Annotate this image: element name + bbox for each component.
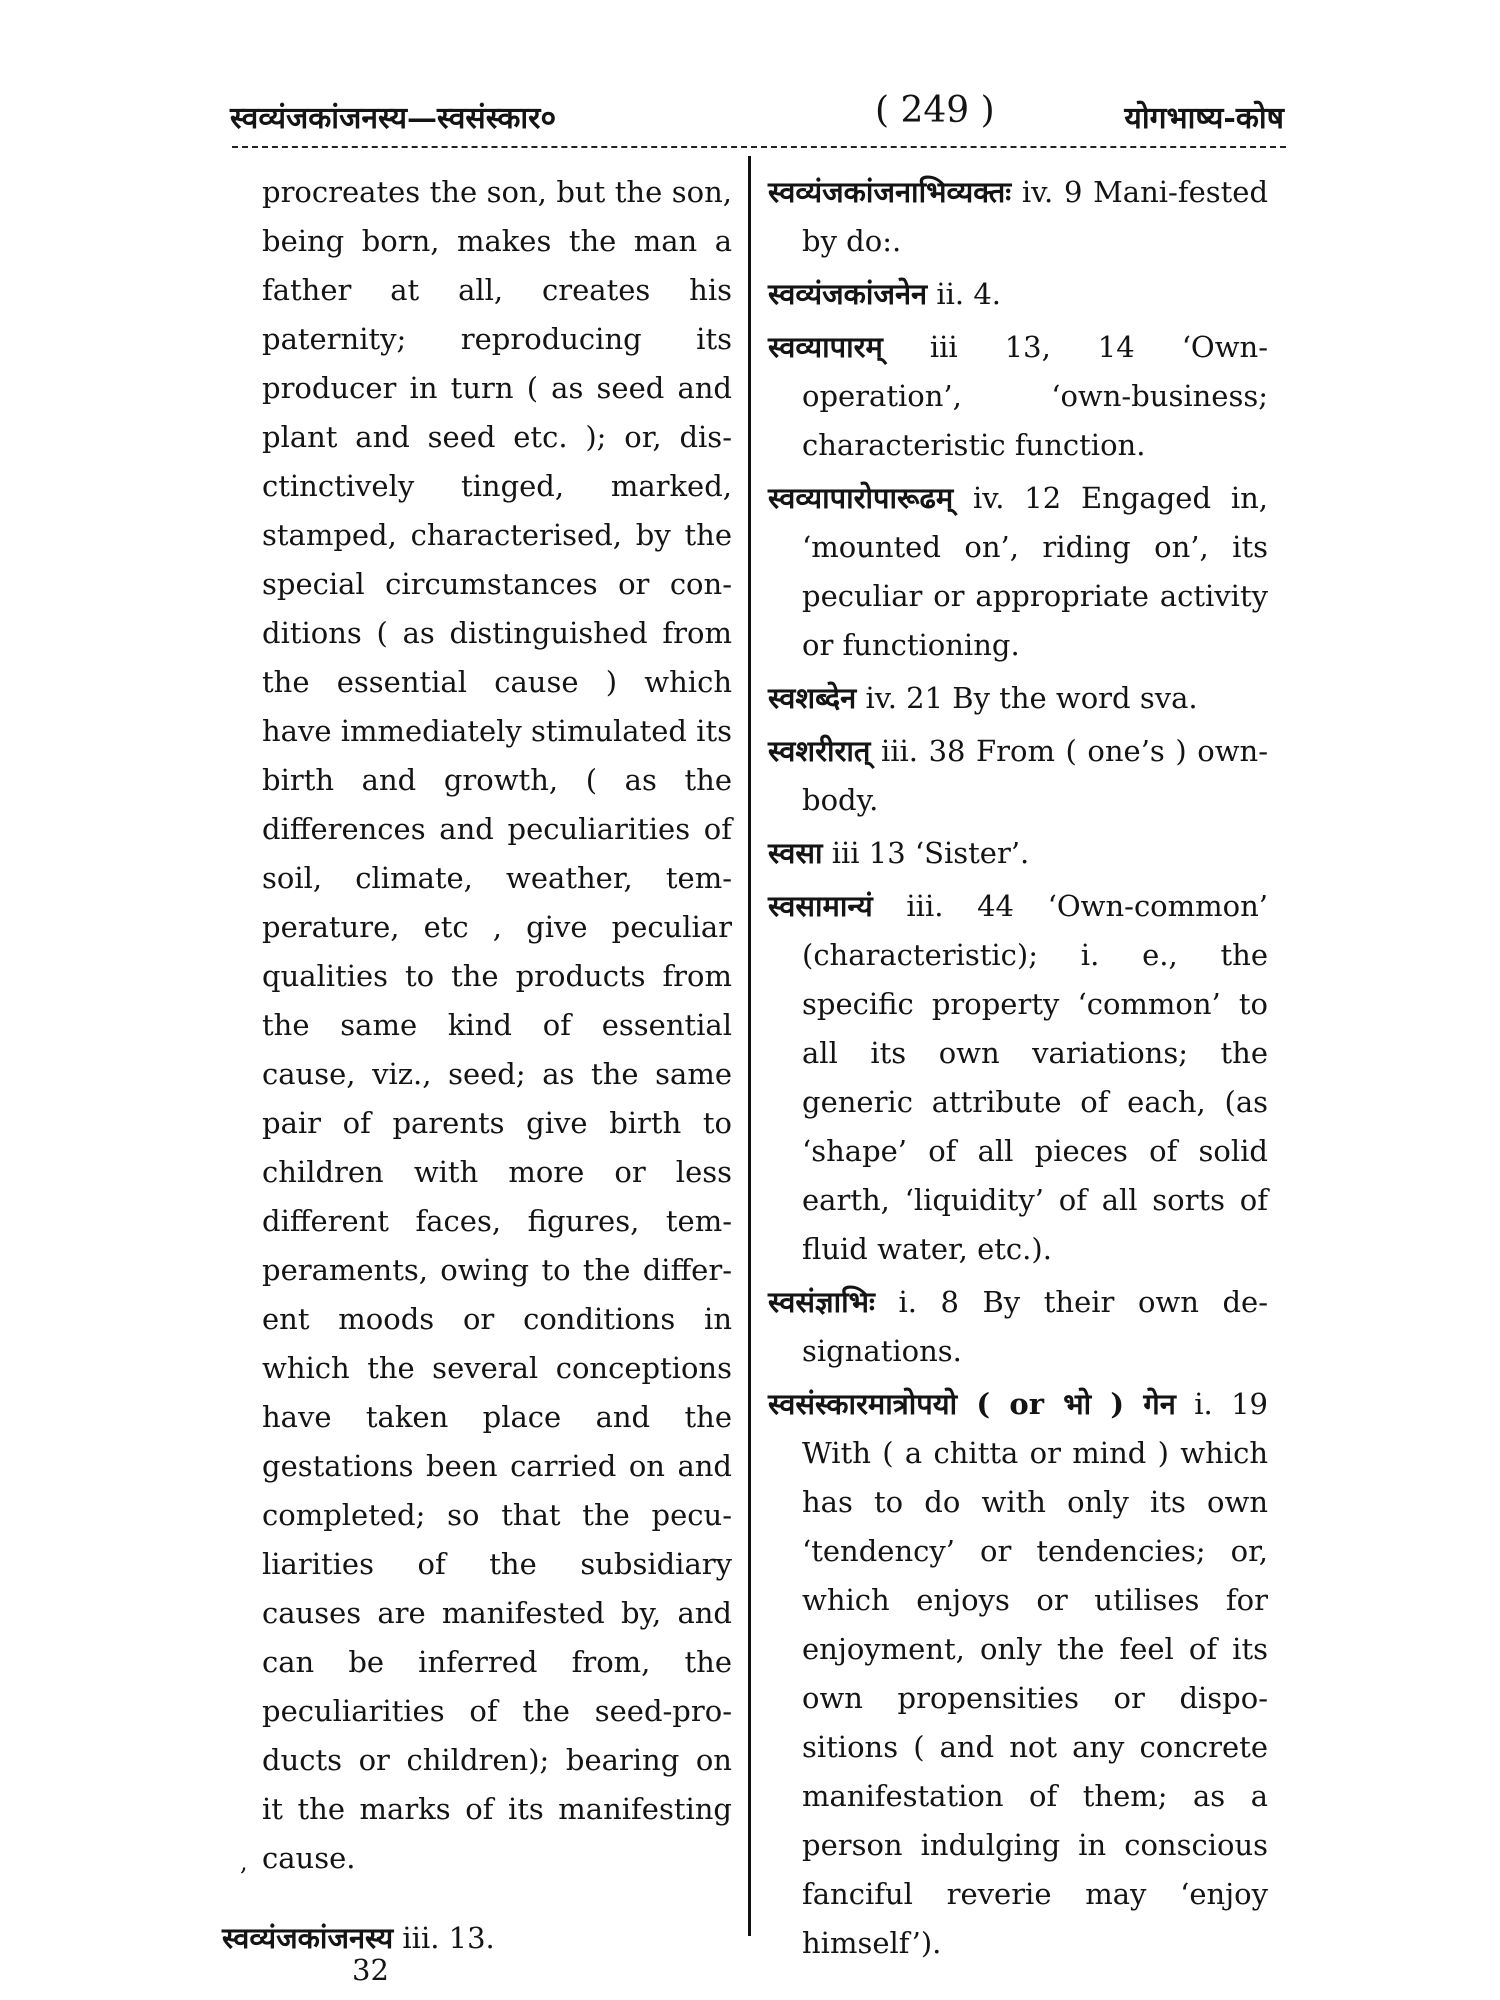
stray-mark: , bbox=[240, 1848, 248, 1876]
dictionary-entry bbox=[768, 270, 1268, 319]
folio-number: 32 bbox=[352, 1953, 389, 1987]
entry-ref: iii. 13. bbox=[402, 1921, 495, 1955]
entry-definition: i. 19 With ( a chitta or mind ) which has to do with only its own ‘tendency’ or tendencies; or, which enjoys or utilises for enjoyment, only the feel of its own propensities or dispo-sitions ( and not any concrete manifestation of them; as a person indulging in conscious fanciful reverie may ‘enjoy himself’). bbox=[802, 1387, 1268, 1960]
entry-headword: स्वशब्देन bbox=[768, 681, 857, 715]
dictionary-entry bbox=[768, 829, 1268, 878]
dictionary-entry bbox=[768, 1278, 1268, 1376]
entry-headword: स्वव्यंजकांजनेन bbox=[768, 277, 928, 311]
column-divider bbox=[748, 156, 751, 1936]
running-head-right: योगभाष्य-कोष bbox=[1124, 101, 1284, 136]
page-number: ( 249 ) bbox=[875, 90, 995, 131]
entry-definition: iii. 38 From ( one’s ) own-body. bbox=[802, 734, 1269, 817]
entry-headword: स्वव्यंजकांजनस्य bbox=[222, 1921, 394, 1955]
entry-headword: स्वव्यापारम् bbox=[768, 330, 883, 364]
entry-definition: iii. 44 ‘Own-common’ (characteristic); i. e., the specific property ‘common’ to all its own variations; the generic attribute of each, (as ‘shape’ of all pieces of solid earth, ‘liquidity’ of all sorts of fluid water, etc.). bbox=[802, 889, 1268, 1266]
entry-headword: स्वसामान्यं bbox=[768, 889, 873, 923]
dictionary-entry bbox=[768, 1380, 1268, 1968]
dictionary-entry bbox=[768, 727, 1268, 825]
page-header bbox=[210, 88, 1290, 144]
entry-headword: स्वसंस्कारमात्रोपयो ( or भो ) गेन bbox=[768, 1387, 1176, 1421]
entry-definition: iv. 21 By the word sva. bbox=[865, 681, 1198, 715]
dictionary-entry bbox=[768, 474, 1268, 670]
entry-definition: ii. 4. bbox=[936, 277, 1002, 311]
entry-headword: स्वसा bbox=[768, 836, 823, 870]
running-head-left: स्वव्यंजकांजनस्य—स्वसंस्कार० bbox=[230, 101, 557, 136]
continued-paragraph: procreates the son, but the son, being born, makes the man a father at all, creates his paternity; reproducing its producer in turn ( as seed and plant and seed etc. ); or, dis-ctinctively tinged, marked, stamped, characterised, by the special circumstances or con-ditions ( as distinguished from the essential cause ) which have immediately stimulated its birth and growth, ( as the differences and peculiarities of soil, climate, weather, tem-perature, etc , give peculiar qualities to the products from the same kind of essential cause, viz., seed; as the same pair of parents give birth to children with more or less different faces, figures, tem-peraments, owing to the differ-ent moods or conditions in which the several conceptions have taken place and the gestations been carried on and completed; so that the pecu-liarities of the subsidiary causes are manifested by, and can be inferred from, the peculiarities of the seed-pro-ducts or children); bearing on it the marks of its manifesting cause. bbox=[262, 175, 732, 1875]
dictionary-entry bbox=[768, 882, 1268, 1274]
dictionary-entry bbox=[768, 168, 1268, 266]
entry-headword: स्वसंज्ञाभिः bbox=[768, 1285, 875, 1319]
entry-definition: iii 13, 14 ‘Own-operation’, ‘own-business; characteristic function. bbox=[802, 330, 1269, 462]
entry-definition: i. 8 By their own de-signations. bbox=[802, 1285, 1268, 1368]
dictionary-entry bbox=[768, 323, 1268, 470]
dictionary-entry bbox=[768, 674, 1268, 723]
entry-headword: स्वव्यंजकांजनाभिव्यक्तः bbox=[768, 175, 1012, 209]
right-column bbox=[768, 168, 1268, 1972]
entry-headword: स्वशरीरात् bbox=[768, 734, 871, 768]
entry-definition: iv. 9 Mani-fested by do:. bbox=[802, 175, 1269, 258]
header-rule bbox=[232, 146, 1286, 148]
left-column bbox=[262, 168, 732, 1883]
entry-headword: स्वव्यापारोपारूढम् bbox=[768, 481, 954, 515]
entry-definition: iii 13 ‘Sister’. bbox=[831, 836, 1030, 870]
entry-definition: iv. 12 Engaged in, ‘mounted on’, riding on’, its peculiar or appropriate activity or functioning. bbox=[802, 481, 1268, 662]
